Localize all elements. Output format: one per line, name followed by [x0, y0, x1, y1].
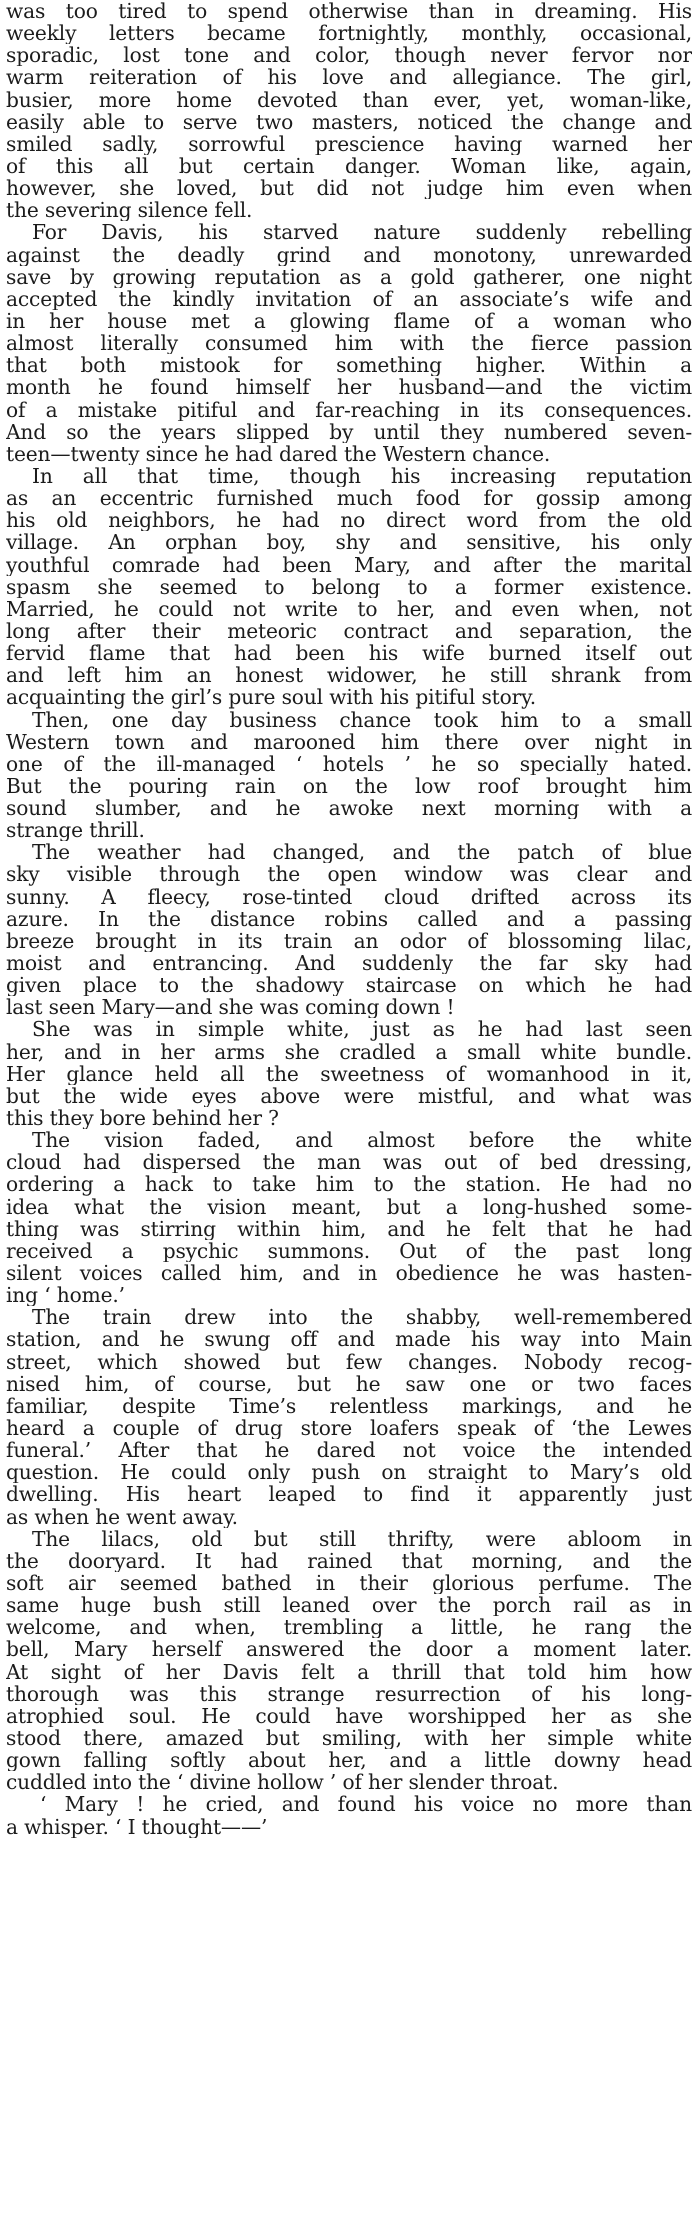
text-line: same huge bush still leaned over the porch rail as in — [6, 1594, 692, 1617]
text-line: For Davis, his starved nature suddenly rebelling — [32, 221, 692, 244]
text-line: fervid flame that had been his wife burned itself out — [6, 642, 692, 665]
text-line: the severing silence fell. — [6, 199, 253, 222]
text-line: her, and in her arms she cradled a small white bundle. — [6, 1040, 692, 1063]
text-line: as when he went away. — [6, 1505, 238, 1528]
text-line: dwelling. His heart leaped to find it apparently just — [6, 1483, 692, 1506]
text-line: easily able to serve two masters, noticed the change and — [6, 110, 692, 133]
paragraph — [6, 0, 692, 221]
text-line: warm reiteration of his love and allegiance. The girl, — [6, 66, 692, 89]
text-line: street, which showed but few changes. Nobody recog- — [6, 1350, 692, 1373]
text-line: She was in simple white, just as he had last seen — [32, 1018, 692, 1041]
text-line: smiled sadly, sorrowful prescience having warned her — [6, 132, 692, 155]
text-line: his old neighbors, he had no direct word from the old — [6, 509, 692, 532]
text-line: azure. In the distance robins called and a passing — [6, 907, 692, 930]
text-line: busier, more home devoted than ever, yet, woman-like, — [6, 88, 692, 111]
text-line: save by growing reputation as a gold gatherer, one night — [6, 265, 692, 288]
text-line: accepted the kindly invitation of an associate’s wife and — [6, 287, 692, 310]
text-line: acquainting the girl’s pure soul with his pitiful story. — [6, 686, 536, 709]
text-line: as an eccentric furnished much food for gossip among — [6, 487, 692, 510]
text-line: thorough was this strange resurrection of his long- — [6, 1682, 692, 1705]
text-line: The train drew into the shabby, well-remembered — [32, 1306, 692, 1329]
text-line: In all that time, though his increasing reputation — [32, 464, 692, 488]
text-line: weekly letters became fortnightly, monthly, occasional, — [6, 22, 692, 45]
text-line: idea what the vision meant, but a long-hushed some- — [6, 1195, 692, 1218]
text-line: Married, he could not write to her, and even when, not — [6, 597, 692, 620]
text-line: a whisper. ‘ I thought——’ — [6, 1815, 268, 1838]
text-line: question. He could only push on straight to Mary’s old — [6, 1461, 692, 1484]
text-line: month he found himself her husband—and the victim — [6, 376, 692, 399]
text-line: stood there, amazed but smiling, with her simple white — [6, 1726, 692, 1750]
paragraph — [6, 1793, 692, 1837]
paragraph — [6, 465, 692, 709]
text-line: cloud had dispersed the man was out of bed dressing, — [6, 1151, 692, 1174]
paragraph — [6, 1018, 692, 1129]
text-line: but the wide eyes above were mistful, and what was — [6, 1084, 692, 1108]
text-line: teen—twenty since he had dared the Western chance. — [6, 442, 551, 465]
paragraph — [6, 1306, 692, 1527]
text-line: station, and he swung off and made his way into Main — [6, 1328, 692, 1351]
text-line: The vision faded, and almost before the white — [32, 1129, 692, 1152]
text-line: Western town and marooned him there over night in — [6, 730, 692, 753]
text-line: The lilacs, old but still thrifty, were abloom in — [32, 1527, 692, 1550]
text-line: silent voices called him, and in obedience he was hasten- — [6, 1262, 692, 1285]
text-line: At sight of her Davis felt a thrill that told him how — [6, 1660, 692, 1683]
text-line: gown falling softly about her, and a little downy head — [6, 1749, 692, 1772]
text-line: cuddled into the ‘ divine hollow ’ of her slender throat. — [6, 1771, 559, 1794]
text-line: however, she loved, but did not judge him even when — [6, 177, 692, 200]
text-line: of a mistake pitiful and far-reaching in its consequences. — [6, 398, 692, 421]
text-line: ing ‘ home.’ — [6, 1284, 125, 1307]
text-line: moist and entrancing. And suddenly the far sky had — [6, 952, 692, 975]
text-line: last seen Mary—and she was coming down ! — [6, 996, 455, 1019]
text-line: one of the ill-managed ‘ hotels ’ he so specially hated. — [6, 752, 692, 775]
text-line: in her house met a glowing flame of a woman who — [6, 309, 692, 333]
text-line: nised him, of course, but he saw one or two faces — [6, 1372, 692, 1395]
text-line: this they bore behind her ? — [6, 1107, 279, 1130]
text-line: sporadic, lost tone and color, though never fervor nor — [6, 44, 692, 67]
text-line: soft air seemed bathed in their glorious perfume. The — [6, 1571, 692, 1595]
paragraph — [6, 1528, 692, 1794]
text-line: sky visible through the open window was clear and — [6, 863, 692, 886]
paragraph — [6, 841, 692, 1018]
text-line: But the pouring rain on the low roof brought him — [6, 774, 692, 798]
text-line: thing was stirring within him, and he felt that he had — [6, 1217, 692, 1240]
paragraph — [6, 709, 692, 842]
text-line: Her glance held all the sweetness of womanhood in it, — [6, 1062, 692, 1085]
text-line: sunny. A fleecy, rose-tinted cloud drifted across its — [6, 885, 692, 908]
text-line: ordering a hack to take him to the station. He had no — [6, 1173, 692, 1196]
text-line: ‘ Mary ! he cried, and found his voice no more than — [40, 1793, 692, 1816]
text-line: against the deadly grind and monotony, unrewarded — [6, 243, 692, 266]
text-line: given place to the shadowy staircase on which he had — [6, 974, 692, 997]
paragraph — [6, 221, 692, 465]
text-line: youthful comrade had been Mary, and after the marital — [6, 553, 692, 576]
text-line: that both mistook for something higher. Within a — [6, 354, 692, 377]
text-line: welcome, and when, trembling a little, he rang the — [6, 1616, 692, 1639]
text-line: And so the years slipped by until they numbered seven- — [6, 420, 692, 443]
text-line: sound slumber, and he awoke next morning with a — [6, 797, 692, 820]
text-line: Then, one day business chance took him to a small — [32, 708, 692, 731]
text-line: village. An orphan boy, shy and sensitive, his only — [6, 531, 692, 554]
text-line: almost literally consumed him with the fierce passion — [6, 332, 692, 355]
text-line: received a psychic summons. Out of the past long — [6, 1239, 692, 1263]
text-line: long after their meteoric contract and separation, the — [6, 619, 692, 643]
text-line: breeze brought in its train an odor of blossoming lilac, — [6, 929, 692, 953]
text-line: strange thrill. — [6, 819, 145, 842]
text-line: The weather had changed, and the patch of blue — [32, 841, 692, 864]
paragraph — [6, 1129, 692, 1306]
text-line: funeral.’ After that he dared not voice the intended — [6, 1439, 692, 1462]
text-line: and left him an honest widower, he still shrank from — [6, 664, 692, 687]
text-line: spasm she seemed to belong to a former existence. — [6, 575, 692, 598]
text-line: bell, Mary herself answered the door a moment later. — [6, 1638, 692, 1661]
article-column — [6, 0, 692, 1838]
text-line: of this all but certain danger. Woman like, again, — [6, 154, 692, 178]
text-line: familiar, despite Time’s relentless markings, and he — [6, 1394, 692, 1417]
text-line: atrophied soul. He could have worshipped her as she — [6, 1704, 692, 1727]
text-line: heard a couple of drug store loafers speak of ‘the Lewes — [6, 1417, 692, 1440]
text-line: was too tired to spend otherwise than in dreaming. His — [6, 0, 692, 23]
text-line: the dooryard. It had rained that morning, and the — [6, 1549, 692, 1572]
